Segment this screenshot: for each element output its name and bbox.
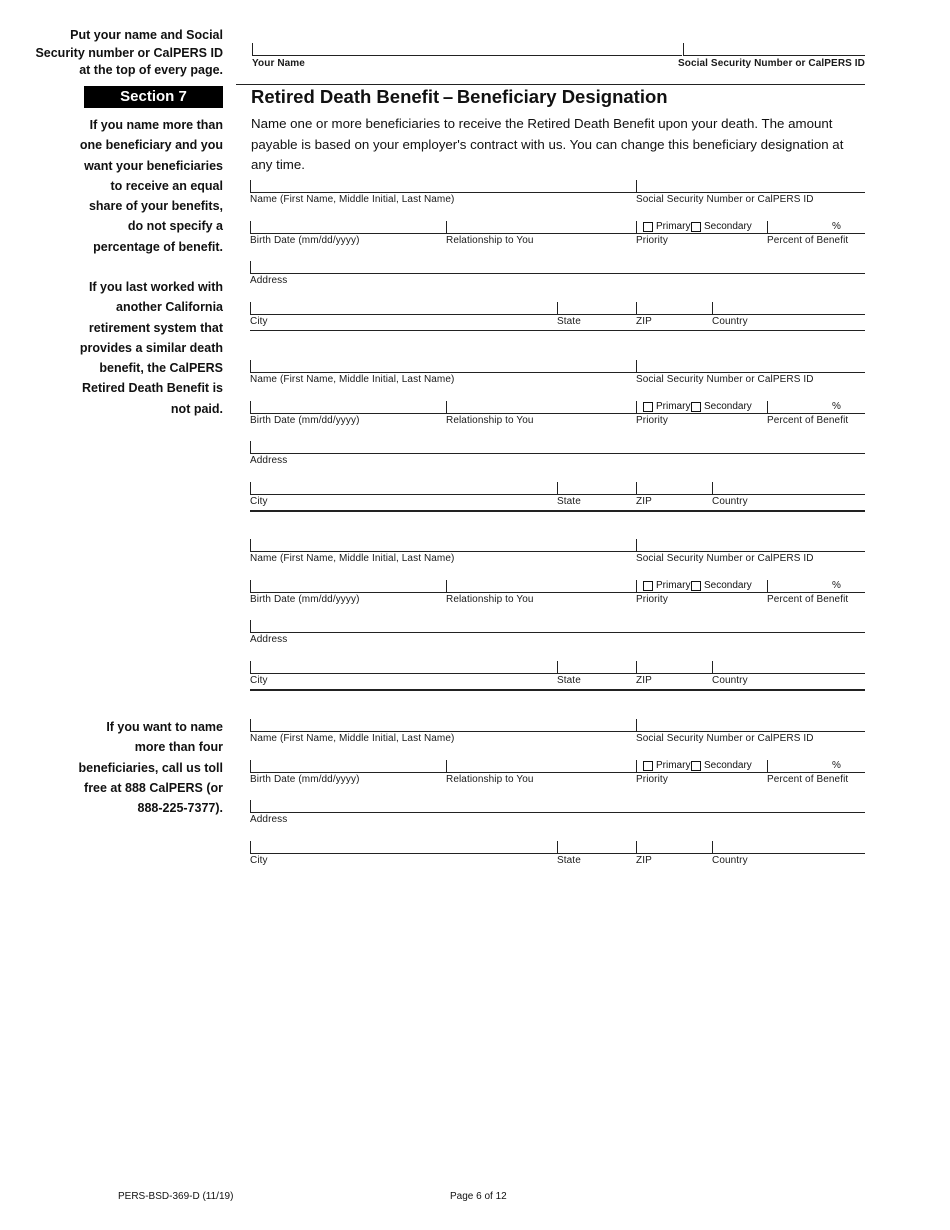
note-equal-share-not: not <box>146 219 167 234</box>
country-label: Country <box>712 496 748 507</box>
priority-label: Priority <box>636 594 668 605</box>
note-equal-share <box>78 115 223 257</box>
percent-label: Percent of Benefit <box>767 774 849 785</box>
city-label: City <box>250 316 268 327</box>
birth-date-label: Birth Date (mm/dd/yyyy) <box>250 594 360 605</box>
zip-label: ZIP <box>636 316 652 327</box>
note-other-system: If you last worked with another California retirement system that provides a similar death benefit, the CalPERS Retired Death Benefit is not paid. <box>79 280 223 416</box>
relationship-tick <box>446 760 447 772</box>
name-label: Name (First Name, Middle Initial, Last Name) <box>250 194 455 205</box>
primary-label: Primary <box>656 580 691 591</box>
footer-form-id: PERS-BSD-369-D (11/19) <box>118 1191 234 1202</box>
beneficiary-ssn-line[interactable] <box>636 731 865 732</box>
your-name-label: Your Name <box>252 58 305 69</box>
header-ssn-label: Social Security Number or CalPERS ID <box>678 58 865 69</box>
birth-date-label: Birth Date (mm/dd/yyyy) <box>250 415 360 426</box>
percent-label: Percent of Benefit <box>767 415 849 426</box>
address-line[interactable] <box>250 453 865 454</box>
state-line[interactable] <box>557 494 636 495</box>
section-badge: Section 7 <box>84 86 223 108</box>
address-label: Address <box>250 814 288 825</box>
note-more-phone-name: 888 CalPERS <box>125 780 203 795</box>
state-line[interactable] <box>557 673 636 674</box>
name-label: Name (First Name, Middle Initial, Last Name) <box>250 733 455 744</box>
secondary-checkbox-box[interactable] <box>691 581 701 591</box>
state-label: State <box>557 675 581 686</box>
secondary-checkbox-box[interactable] <box>691 222 701 232</box>
name-tick <box>250 719 251 731</box>
priority-line <box>636 413 767 414</box>
percent-tick <box>767 401 768 413</box>
header-instruction: Put your name and Social Security number or CalPERS ID at the top of every page. <box>35 28 223 77</box>
primary-checkbox[interactable] <box>643 580 690 591</box>
percent-line[interactable] <box>767 413 865 414</box>
percent-label: Percent of Benefit <box>767 235 849 246</box>
note-more-text3: -225-7377). <box>158 801 223 816</box>
ssn-label: Social Security Number or CalPERS ID <box>636 733 814 744</box>
section-title: Retired Death Benefit – Beneficiary Designation <box>251 86 668 107</box>
country-line[interactable] <box>712 494 865 495</box>
zip-tick <box>636 661 637 673</box>
note-more-than-four <box>73 717 223 818</box>
primary-checkbox-box[interactable] <box>643 761 653 771</box>
state-line[interactable] <box>557 853 636 854</box>
city-line[interactable] <box>250 314 557 315</box>
ssn-tick <box>683 43 684 55</box>
state-tick <box>557 302 558 314</box>
zip-label: ZIP <box>636 675 652 686</box>
state-line[interactable] <box>557 314 636 315</box>
primary-checkbox[interactable] <box>643 401 690 412</box>
primary-label: Primary <box>656 221 691 232</box>
city-label: City <box>250 675 268 686</box>
footer-page-number: Page 6 of 12 <box>450 1191 507 1202</box>
name-tick <box>250 539 251 551</box>
zip-label: ZIP <box>636 496 652 507</box>
priority-tick <box>636 760 637 772</box>
address-label: Address <box>250 455 288 466</box>
zip-line[interactable] <box>636 853 712 854</box>
secondary-checkbox-box[interactable] <box>691 761 701 771</box>
birth-date-line[interactable] <box>250 592 446 593</box>
zip-label: ZIP <box>636 855 652 866</box>
secondary-label: Secondary <box>704 401 752 412</box>
priority-line <box>636 233 767 234</box>
name-line[interactable] <box>250 192 636 193</box>
country-label: Country <box>712 855 748 866</box>
address-tick <box>250 620 251 632</box>
state-label: State <box>557 316 581 327</box>
address-tick <box>250 261 251 273</box>
percent-line[interactable] <box>767 233 865 234</box>
state-tick <box>557 482 558 494</box>
percent-label: Percent of Benefit <box>767 594 849 605</box>
relationship-label: Relationship to You <box>446 415 534 426</box>
state-tick <box>557 661 558 673</box>
name-label: Name (First Name, Middle Initial, Last Name) <box>250 553 455 564</box>
name-line[interactable] <box>250 551 636 552</box>
zip-tick <box>636 302 637 314</box>
secondary-label: Secondary <box>704 580 752 591</box>
name-label: Name (First Name, Middle Initial, Last Name) <box>250 374 455 385</box>
address-line[interactable] <box>250 632 865 633</box>
zip-tick <box>636 841 637 853</box>
beneficiary-ssn-line[interactable] <box>636 372 865 373</box>
block-separator <box>250 510 865 512</box>
country-label: Country <box>712 316 748 327</box>
birth-date-line[interactable] <box>250 233 446 234</box>
ssn-tick <box>636 719 637 731</box>
header-rule <box>236 84 865 85</box>
beneficiary-ssn-line[interactable] <box>636 192 865 193</box>
priority-label: Priority <box>636 415 668 426</box>
block-separator <box>250 330 865 331</box>
percent-line[interactable] <box>767 772 865 773</box>
birth-date-tick <box>250 401 251 413</box>
note-equal-share-text2: specify a percentage of benefit. <box>93 219 223 254</box>
relationship-tick <box>446 401 447 413</box>
country-line[interactable] <box>712 314 865 315</box>
name-tick <box>250 360 251 372</box>
priority-label: Priority <box>636 774 668 785</box>
address-tick <box>250 800 251 812</box>
percent-sign: % <box>832 221 841 232</box>
city-tick <box>250 482 251 494</box>
ssn-tick <box>636 539 637 551</box>
city-line[interactable] <box>250 673 557 674</box>
percent-tick <box>767 221 768 233</box>
percent-tick <box>767 580 768 592</box>
header-ssn-line[interactable] <box>683 55 865 56</box>
country-line[interactable] <box>712 853 865 854</box>
name-line[interactable] <box>250 731 636 732</box>
primary-checkbox[interactable] <box>643 760 690 771</box>
secondary-label: Secondary <box>704 221 752 232</box>
country-tick <box>712 482 713 494</box>
country-label: Country <box>712 675 748 686</box>
primary-checkbox-box[interactable] <box>643 581 653 591</box>
country-tick <box>712 302 713 314</box>
note-more-text2: (or <box>202 780 223 795</box>
priority-line <box>636 772 767 773</box>
birth-date-label: Birth Date (mm/dd/yyyy) <box>250 235 360 246</box>
secondary-checkbox[interactable] <box>691 221 752 232</box>
percent-tick <box>767 760 768 772</box>
birth-date-line[interactable] <box>250 413 446 414</box>
relationship-tick <box>446 221 447 233</box>
city-line[interactable] <box>250 853 557 854</box>
ssn-tick <box>636 360 637 372</box>
relationship-line[interactable] <box>446 772 636 773</box>
ssn-label: Social Security Number or CalPERS ID <box>636 553 814 564</box>
priority-tick <box>636 221 637 233</box>
city-tick <box>250 841 251 853</box>
birth-date-line[interactable] <box>250 772 446 773</box>
secondary-checkbox[interactable] <box>691 401 752 412</box>
address-label: Address <box>250 634 288 645</box>
address-line[interactable] <box>250 812 865 813</box>
secondary-checkbox[interactable] <box>691 760 752 771</box>
note-more-phone-prefix: 888 <box>137 801 159 816</box>
relationship-line[interactable] <box>446 592 636 593</box>
state-tick <box>557 841 558 853</box>
birth-date-tick <box>250 221 251 233</box>
birth-date-tick <box>250 760 251 772</box>
address-line[interactable] <box>250 273 865 274</box>
relationship-label: Relationship to You <box>446 235 534 246</box>
priority-tick <box>636 580 637 592</box>
primary-checkbox-box[interactable] <box>643 402 653 412</box>
state-label: State <box>557 855 581 866</box>
percent-sign: % <box>832 401 841 412</box>
name-line[interactable] <box>250 372 636 373</box>
ssn-label: Social Security Number or CalPERS ID <box>636 374 814 385</box>
your-name-tick <box>252 43 253 55</box>
primary-label: Primary <box>656 760 691 771</box>
zip-line[interactable] <box>636 673 712 674</box>
city-label: City <box>250 855 268 866</box>
name-tick <box>250 180 251 192</box>
note-more-text1: If you want to name more than four beneficiaries, call us toll free at <box>78 720 223 795</box>
zip-tick <box>636 482 637 494</box>
block-separator <box>250 689 865 691</box>
ssn-tick <box>636 180 637 192</box>
primary-checkbox-box[interactable] <box>643 222 653 232</box>
beneficiary-ssn-line[interactable] <box>636 551 865 552</box>
relationship-tick <box>446 580 447 592</box>
primary-label: Primary <box>656 401 691 412</box>
country-line[interactable] <box>712 673 865 674</box>
city-line[interactable] <box>250 494 557 495</box>
relationship-line[interactable] <box>446 413 636 414</box>
priority-tick <box>636 401 637 413</box>
zip-line[interactable] <box>636 494 712 495</box>
relationship-label: Relationship to You <box>446 594 534 605</box>
city-tick <box>250 302 251 314</box>
city-tick <box>250 661 251 673</box>
city-label: City <box>250 496 268 507</box>
country-tick <box>712 841 713 853</box>
note-equal-share-text1: If you name more than one beneficiary and you want your beneficiaries to receive an equal share of your benefits, do <box>79 118 223 234</box>
primary-checkbox[interactable] <box>643 221 690 232</box>
address-label: Address <box>250 275 288 286</box>
percent-line[interactable] <box>767 592 865 593</box>
section-intro: Name one or more beneficiaries to receive the Retired Death Benefit upon your death. The amount payable is based on your employer's contract with us. You can change this beneficiary designation at any time. <box>251 116 844 172</box>
priority-line <box>636 592 767 593</box>
secondary-label: Secondary <box>704 760 752 771</box>
address-tick <box>250 441 251 453</box>
priority-label: Priority <box>636 235 668 246</box>
birth-date-tick <box>250 580 251 592</box>
zip-line[interactable] <box>636 314 712 315</box>
percent-sign: % <box>832 580 841 591</box>
country-tick <box>712 661 713 673</box>
state-label: State <box>557 496 581 507</box>
secondary-checkbox[interactable] <box>691 580 752 591</box>
your-name-line[interactable] <box>252 55 682 56</box>
birth-date-label: Birth Date (mm/dd/yyyy) <box>250 774 360 785</box>
relationship-label: Relationship to You <box>446 774 534 785</box>
percent-sign: % <box>832 760 841 771</box>
secondary-checkbox-box[interactable] <box>691 402 701 412</box>
relationship-line[interactable] <box>446 233 636 234</box>
ssn-label: Social Security Number or CalPERS ID <box>636 194 814 205</box>
